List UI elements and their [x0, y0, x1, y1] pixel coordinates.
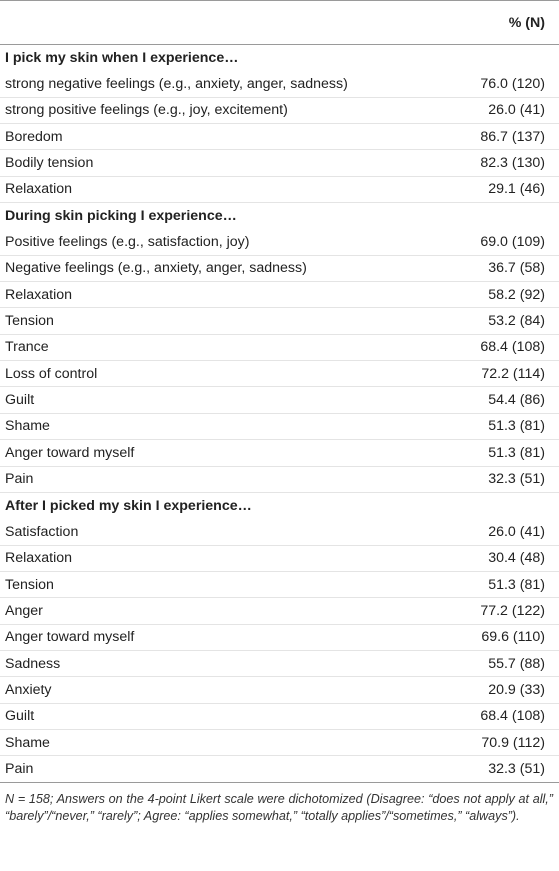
row-label: Anxiety — [0, 677, 460, 703]
table-row — [0, 150, 559, 176]
row-label: Sadness — [0, 650, 460, 676]
row-value: 32.3 (51) — [460, 466, 559, 492]
header-label-cell — [0, 1, 460, 45]
table-footnote: N = 158; Answers on the 4-point Likert scale were dichotomized (Disagree: “does not apply at all,” “barely”/“never,” “rarely”; Agree: “applies somewhat,” “totally applies”/“sometimes,” “always”). — [5, 791, 553, 823]
table-row — [0, 97, 559, 123]
row-label: Anger toward myself — [0, 440, 460, 466]
table-row — [0, 519, 559, 545]
table-row — [0, 71, 559, 97]
row-value: 32.3 (51) — [460, 756, 559, 782]
table-row — [0, 677, 559, 703]
row-label: Relaxation — [0, 545, 460, 571]
table-row — [0, 571, 559, 597]
section-title: I pick my skin when I experience… — [5, 49, 239, 66]
row-label: Tension — [0, 308, 460, 334]
table-row — [0, 387, 559, 413]
header-value-cell: % (N) — [460, 1, 559, 45]
row-label: Pain — [0, 756, 460, 782]
table-row — [0, 176, 559, 202]
row-label: strong negative feelings (e.g., anxiety, anger, sadness) — [0, 71, 460, 97]
row-label: Guilt — [0, 387, 460, 413]
row-label: Satisfaction — [0, 519, 460, 545]
row-label: Pain — [0, 466, 460, 492]
table-row — [0, 229, 559, 255]
table-row — [0, 756, 559, 782]
row-value: 54.4 (86) — [460, 387, 559, 413]
row-value: 53.2 (84) — [460, 308, 559, 334]
row-value: 51.3 (81) — [460, 413, 559, 439]
row-value: 68.4 (108) — [460, 703, 559, 729]
row-label: Trance — [0, 334, 460, 360]
row-value: 55.7 (88) — [460, 650, 559, 676]
row-value: 29.1 (46) — [460, 176, 559, 202]
row-label: Anger — [0, 598, 460, 624]
row-label: Negative feelings (e.g., anxiety, anger, sadness) — [0, 255, 460, 281]
table-row — [0, 545, 559, 571]
table-row — [0, 361, 559, 387]
table-row — [0, 624, 559, 650]
row-value: 30.4 (48) — [460, 545, 559, 571]
table-header — [0, 1, 559, 45]
row-value: 76.0 (120) — [460, 71, 559, 97]
row-value: 68.4 (108) — [460, 334, 559, 360]
row-value: 26.0 (41) — [460, 97, 559, 123]
row-label: Shame — [0, 729, 460, 755]
row-label: Relaxation — [0, 282, 460, 308]
table-row — [0, 255, 559, 281]
section-title: During skin picking I experience… — [5, 207, 237, 224]
row-label: Tension — [0, 571, 460, 597]
row-value: 51.3 (81) — [460, 571, 559, 597]
table-row — [0, 124, 559, 150]
row-value: 72.2 (114) — [460, 361, 559, 387]
section-row — [0, 492, 559, 518]
table-row — [0, 598, 559, 624]
row-value: 20.9 (33) — [460, 677, 559, 703]
row-label: Bodily tension — [0, 150, 460, 176]
row-label: Relaxation — [0, 176, 460, 202]
row-label: Positive feelings (e.g., satisfaction, joy) — [0, 229, 460, 255]
table-row — [0, 308, 559, 334]
row-value: 86.7 (137) — [460, 124, 559, 150]
row-value: 36.7 (58) — [460, 255, 559, 281]
row-value: 69.0 (109) — [460, 229, 559, 255]
row-value: 70.9 (112) — [460, 729, 559, 755]
row-value: 58.2 (92) — [460, 282, 559, 308]
row-label: Anger toward myself — [0, 624, 460, 650]
table-row — [0, 413, 559, 439]
table-row — [0, 440, 559, 466]
row-value: 69.6 (110) — [460, 624, 559, 650]
row-value: 77.2 (122) — [460, 598, 559, 624]
row-value: 26.0 (41) — [460, 519, 559, 545]
table-row — [0, 729, 559, 755]
table-body — [0, 45, 559, 783]
header-row — [0, 1, 559, 45]
row-label: Shame — [0, 413, 460, 439]
table-row — [0, 334, 559, 360]
row-value: 51.3 (81) — [460, 440, 559, 466]
row-label: Loss of control — [0, 361, 460, 387]
section-row — [0, 203, 559, 229]
row-label: Guilt — [0, 703, 460, 729]
table-row — [0, 703, 559, 729]
row-label: Boredom — [0, 124, 460, 150]
row-label: strong positive feelings (e.g., joy, excitement) — [0, 97, 460, 123]
table-row — [0, 650, 559, 676]
table-row — [0, 466, 559, 492]
section-title: After I picked my skin I experience… — [5, 497, 252, 514]
table-row — [0, 282, 559, 308]
section-row — [0, 45, 559, 71]
row-value: 82.3 (130) — [460, 150, 559, 176]
